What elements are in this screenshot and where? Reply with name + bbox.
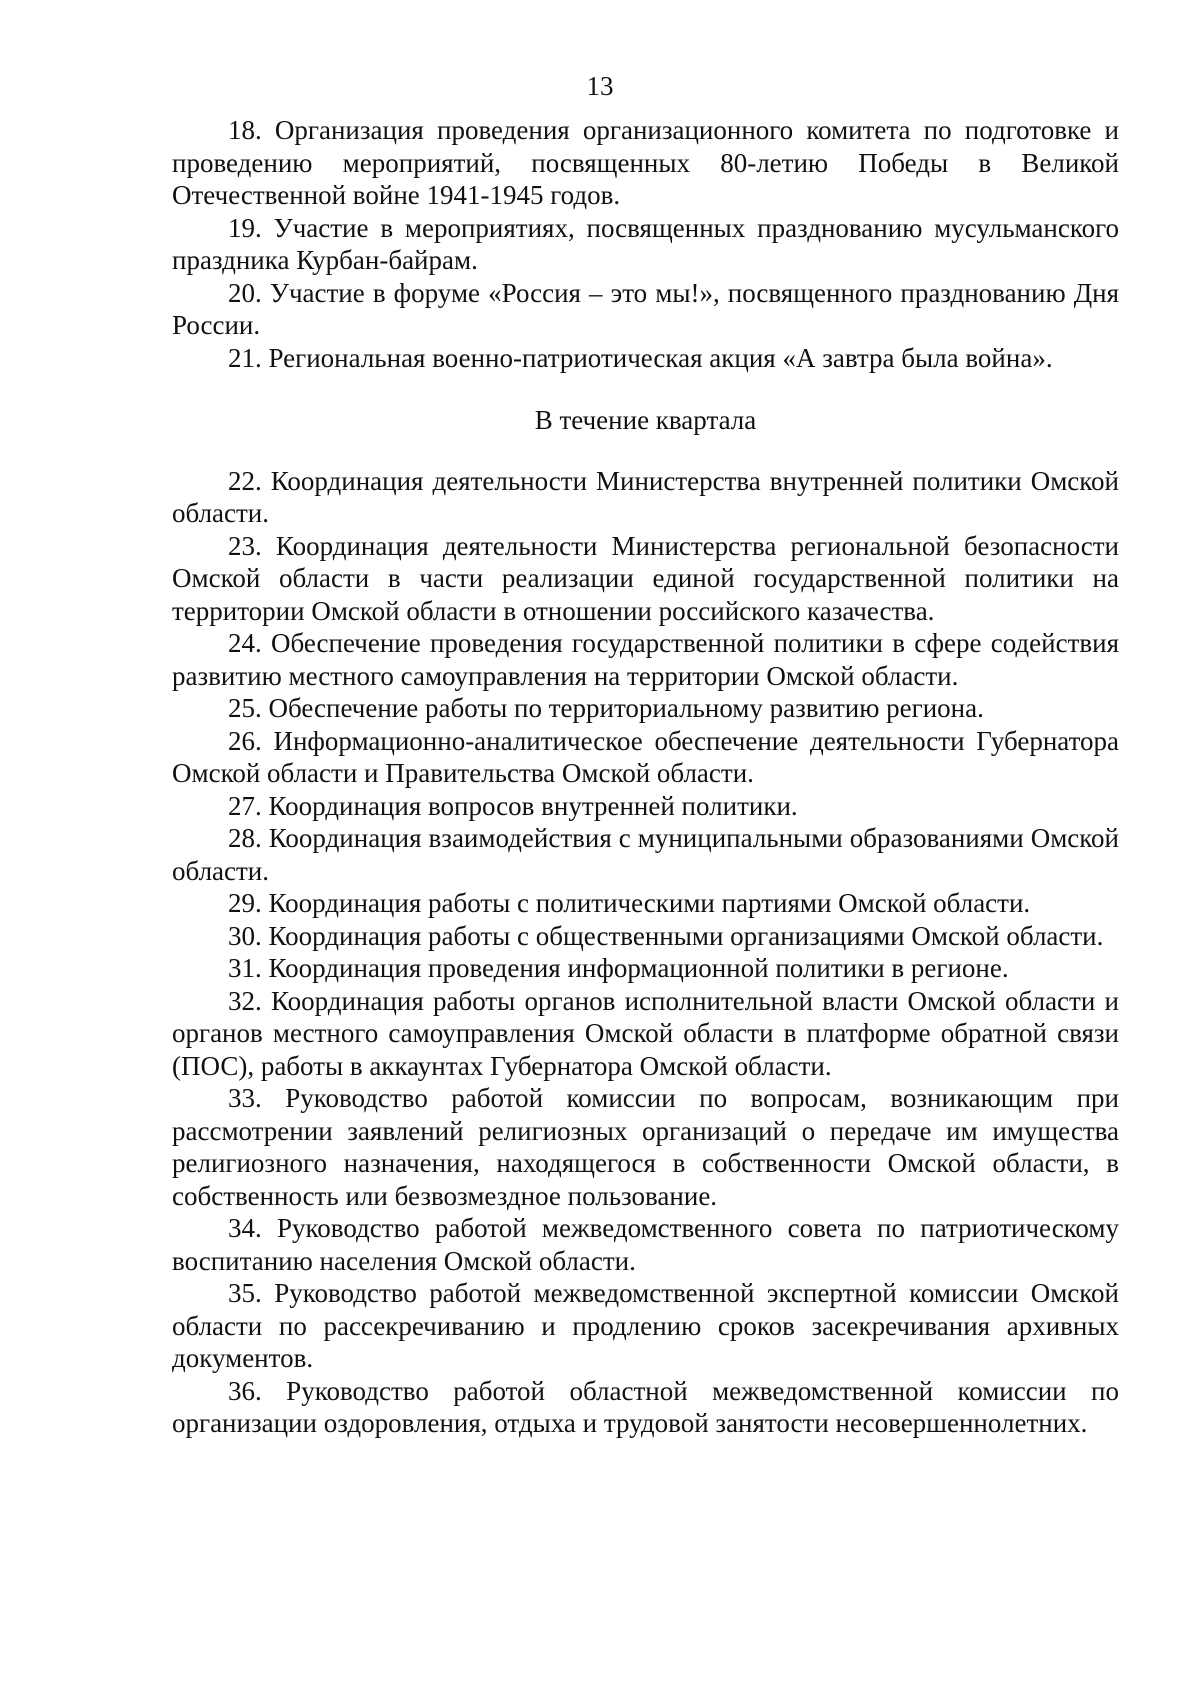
- list-item-36: 36. Руководство работой областной межведомственной комиссии по организации оздоровления, отдыха и трудовой занятости несовершеннолетних.: [172, 1375, 1119, 1438]
- list-item-18: 18. Организация проведения организационного комитета по подготовке и проведению мероприятий, посвященных 80-летию Победы в Великой Отечественной войне 1941-1945 годов.: [172, 115, 1119, 210]
- list-item-33: 33. Руководство работой комиссии по вопросам, возникающим при рассмотрении заявлений религиозных организаций о передаче им имущества религиозного назначения, находящегося в собственности Омской области, в собственность или безвозмездное пользование.: [172, 1083, 1119, 1211]
- list-item-21: 21. Региональная военно-патриотическая акция «А завтра была война».: [228, 342, 1053, 373]
- document-body: [172, 114, 1119, 1440]
- list-item-34: 34. Руководство работой межведомственного совета по патриотическому воспитанию населения Омской области.: [172, 1213, 1119, 1276]
- list-item-27: 27. Координация вопросов внутренней политики.: [228, 790, 798, 821]
- list-item-30: 30. Координация работы с общественными организациями Омской области.: [228, 920, 1104, 951]
- list-item-19: 19. Участие в мероприятиях, посвященных празднованию мусульманского праздника Курбан-байрам.: [172, 212, 1119, 275]
- list-item-29: 29. Координация работы с политическими партиями Омской области.: [228, 888, 1031, 918]
- list-item-31: 31. Координация проведения информационной политики в регионе.: [228, 953, 1009, 983]
- list-item-35: 35. Руководство работой межведомственной экспертной комиссии Омской области по рассекречиванию и продлению сроков засекречивания архивных документов.: [172, 1278, 1119, 1373]
- list-item-23: 23. Координация деятельности Министерства региональной безопасности Омской области в части реализации единой государственной политики на территории Омской области в отношении российского казачества.: [172, 530, 1119, 626]
- page-number: 13: [586, 71, 614, 101]
- list-item-26: 26. Информационно-аналитическое обеспечение деятельности Губернатора Омской области и Правительства Омской области.: [172, 725, 1119, 788]
- list-item-28: 28. Координация взаимодействия с муниципальными образованиями Омской области.: [172, 823, 1119, 886]
- list-item-25: 25. Обеспечение работы по территориальному развитию региона.: [228, 693, 984, 723]
- list-item-24: 24. Обеспечение проведения государственной политики в сфере содействия развитию местного самоуправления на территории Омской области.: [172, 628, 1119, 691]
- section-heading: В течение квартала: [534, 405, 757, 435]
- list-item-20: 20. Участие в форуме «Россия – это мы!», посвященного празднованию Дня России.: [172, 277, 1119, 340]
- list-item-32: 32. Координация работы органов исполнительной власти Омской области и органов местного самоуправления Омской области в платформе обратной связи (ПОС), работы в аккаунтах Губернатора Омской области.: [172, 985, 1119, 1081]
- list-item-22: 22. Координация деятельности Министерства внутренней политики Омской области.: [172, 465, 1119, 528]
